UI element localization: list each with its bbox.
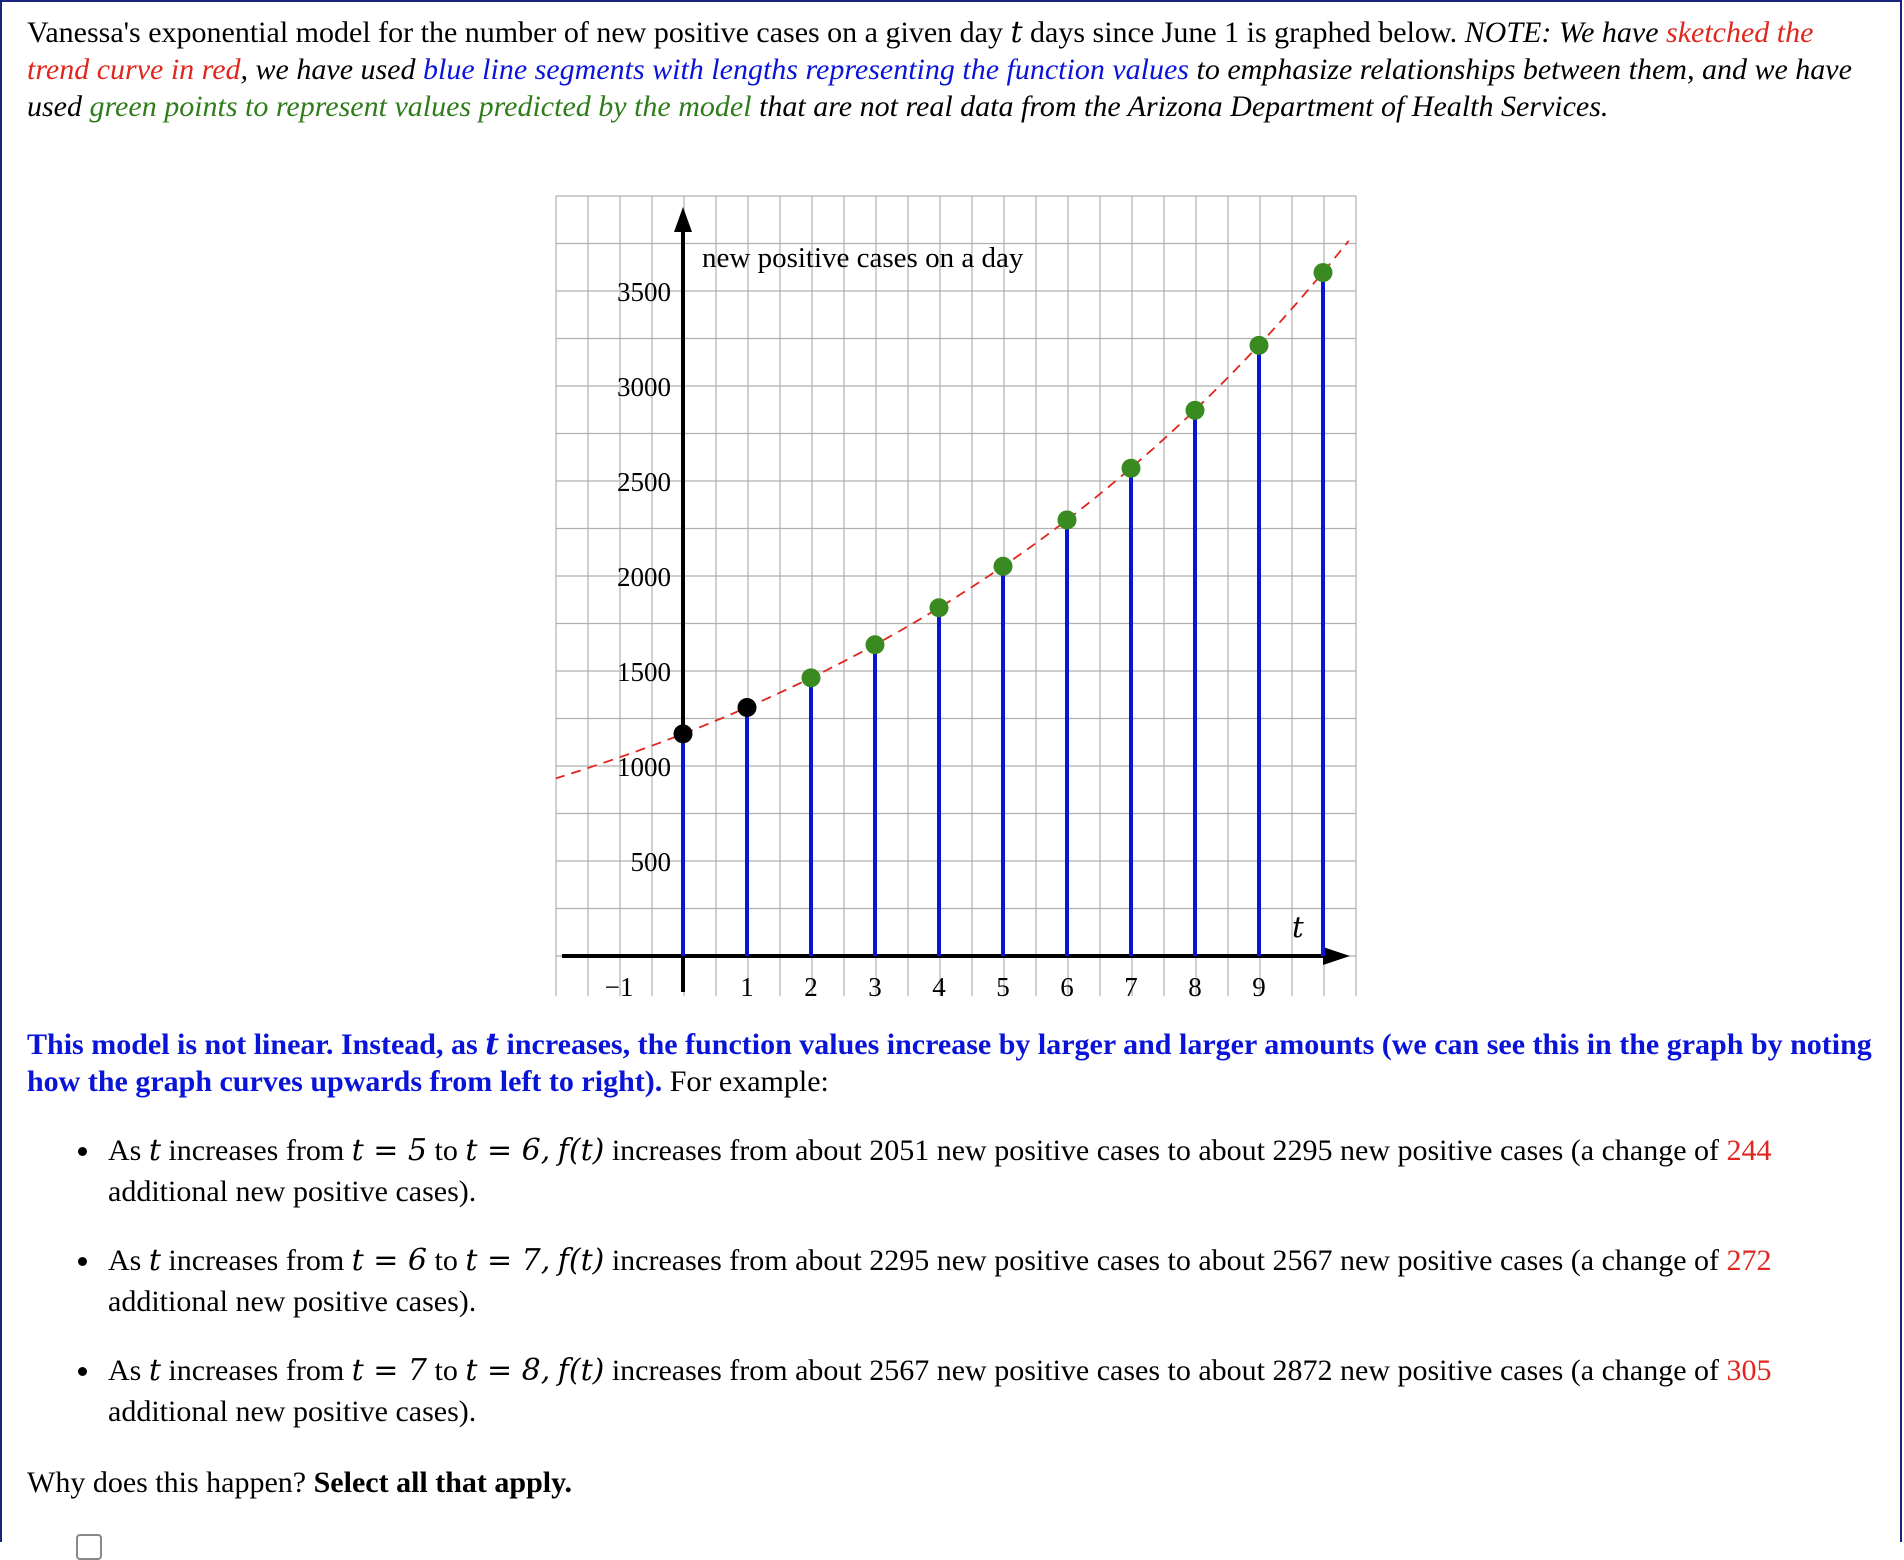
bullet-text: increases from about 2295 new positive cases to about 2567 new positive cases (a change of: [604, 1244, 1727, 1277]
from-equation: t = 6: [351, 1243, 428, 1278]
question-instruction: Select all that apply.: [313, 1466, 572, 1499]
bullet-text: to: [427, 1244, 466, 1277]
trend-curve: [555, 241, 1349, 779]
intro-text: Vanessa's exponential model for the number of new positive cases on a given day: [27, 16, 1011, 49]
bullet-text: to: [427, 1354, 466, 1387]
var-t: t: [148, 1133, 161, 1168]
list-item: [60, 1240, 1875, 1322]
change-value: 272: [1726, 1244, 1772, 1277]
predicted-point: [1058, 510, 1077, 529]
note-text-2: , we have used: [240, 53, 423, 86]
x-tick-label: 6: [1060, 972, 1074, 1002]
y-tick-label: 2500: [617, 467, 671, 497]
var-t: t: [1010, 15, 1023, 50]
bullet-text: As: [108, 1134, 149, 1167]
x-tick-label: 1: [740, 972, 754, 1002]
summary-bold: This model is not linear. Instead, as: [27, 1028, 486, 1061]
predicted-point: [1314, 263, 1333, 282]
y-tick-label: 1500: [617, 657, 671, 687]
x-tick-label: 5: [996, 972, 1010, 1002]
predicted-point: [866, 635, 885, 654]
to-equation: t = 7,: [465, 1243, 551, 1278]
from-equation: t = 5: [351, 1133, 428, 1168]
green-note: green points to represent values predicted by the model: [89, 90, 752, 123]
x-tick-label: −1: [604, 972, 634, 1002]
summary-rest: For example:: [662, 1065, 829, 1098]
y-tick-label: 3500: [617, 277, 671, 307]
predicted-point: [1186, 401, 1205, 420]
list-item: [60, 1130, 1875, 1212]
bullet-text: to: [427, 1134, 466, 1167]
from-equation: t = 7: [351, 1353, 428, 1388]
predicted-point: [994, 557, 1013, 576]
blue-note: blue line segments with lengths representing the function values: [423, 53, 1189, 86]
summary-bold-2: increases, the function values increase by larger and larger amounts (we can see this in the graph by noting how the graph curves upwards from left to right).: [27, 1028, 1872, 1098]
bullet-text: As: [108, 1244, 149, 1277]
y-tick-label: 500: [630, 847, 671, 877]
real-data-point: [738, 698, 757, 717]
x-tick-label: 3: [868, 972, 882, 1002]
trend-curve-path: [555, 241, 1349, 779]
x-axis-arrow: [1323, 947, 1350, 965]
real-data-point: [674, 724, 693, 743]
summary-var-t: t: [485, 1027, 500, 1062]
question-text: Why does this happen?: [27, 1466, 314, 1499]
y-tick-label: 2000: [617, 562, 671, 592]
red-note: sketched the trend curve in red: [27, 16, 1814, 86]
change-value: 244: [1726, 1134, 1772, 1167]
chart-grid: [556, 196, 1356, 996]
bullet-text: increases from: [160, 1134, 352, 1167]
y-axis-arrow: [674, 207, 692, 232]
x-tick-label: 9: [1252, 972, 1266, 1002]
predicted-point: [1250, 336, 1269, 355]
y-tick-label: 1000: [617, 752, 671, 782]
bullet-text: As: [108, 1354, 149, 1387]
value-segments: [683, 273, 1323, 956]
summary-paragraph: [27, 1026, 1877, 1100]
y-tick-label: 3000: [617, 372, 671, 402]
list-item: [60, 1350, 1875, 1432]
bullet-text: additional new positive cases).: [108, 1395, 477, 1428]
x-tick-label: 4: [932, 972, 946, 1002]
example-list: [60, 1130, 1875, 1460]
bullet-text: increases from about 2567 new positive cases to about 2872 new positive cases (a change of: [604, 1354, 1727, 1387]
predicted-point: [802, 668, 821, 687]
function-notation: f(t): [557, 1353, 605, 1388]
answer-checkbox[interactable]: [76, 1534, 102, 1560]
bullet-text: increases from: [160, 1354, 352, 1387]
intro-text-2: days since June 1 is graphed below.: [1022, 16, 1465, 49]
y-axis-label: new positive cases on a day: [702, 242, 1024, 274]
x-tick-label: 7: [1124, 972, 1138, 1002]
note-text-3: to emphasize relationships between them, and we have used: [27, 53, 1852, 123]
to-equation: t = 8,: [465, 1353, 551, 1388]
predicted-point: [930, 598, 949, 617]
x-axis-label: t: [1292, 910, 1304, 944]
var-t: t: [148, 1243, 161, 1278]
function-notation: f(t): [557, 1133, 605, 1168]
change-value: 305: [1726, 1354, 1772, 1387]
bullet-text: additional new positive cases).: [108, 1175, 477, 1208]
note-text-4: that are not real data from the Arizona Department of Health Services.: [751, 90, 1609, 123]
predicted-point: [1122, 459, 1141, 478]
bullet-text: increases from about 2051 new positive cases to about 2295 new positive cases (a change of: [604, 1134, 1727, 1167]
note-text: NOTE: We have: [1464, 16, 1667, 49]
x-tick-label: 2: [804, 972, 818, 1002]
to-equation: t = 6,: [465, 1133, 551, 1168]
question-prompt: [27, 1466, 572, 1500]
var-t: t: [148, 1353, 161, 1388]
chart-axes: [562, 207, 1350, 992]
function-notation: f(t): [557, 1243, 605, 1278]
x-tick-label: 8: [1188, 972, 1202, 1002]
bullet-text: increases from: [160, 1244, 352, 1277]
bullet-text: additional new positive cases).: [108, 1285, 477, 1318]
